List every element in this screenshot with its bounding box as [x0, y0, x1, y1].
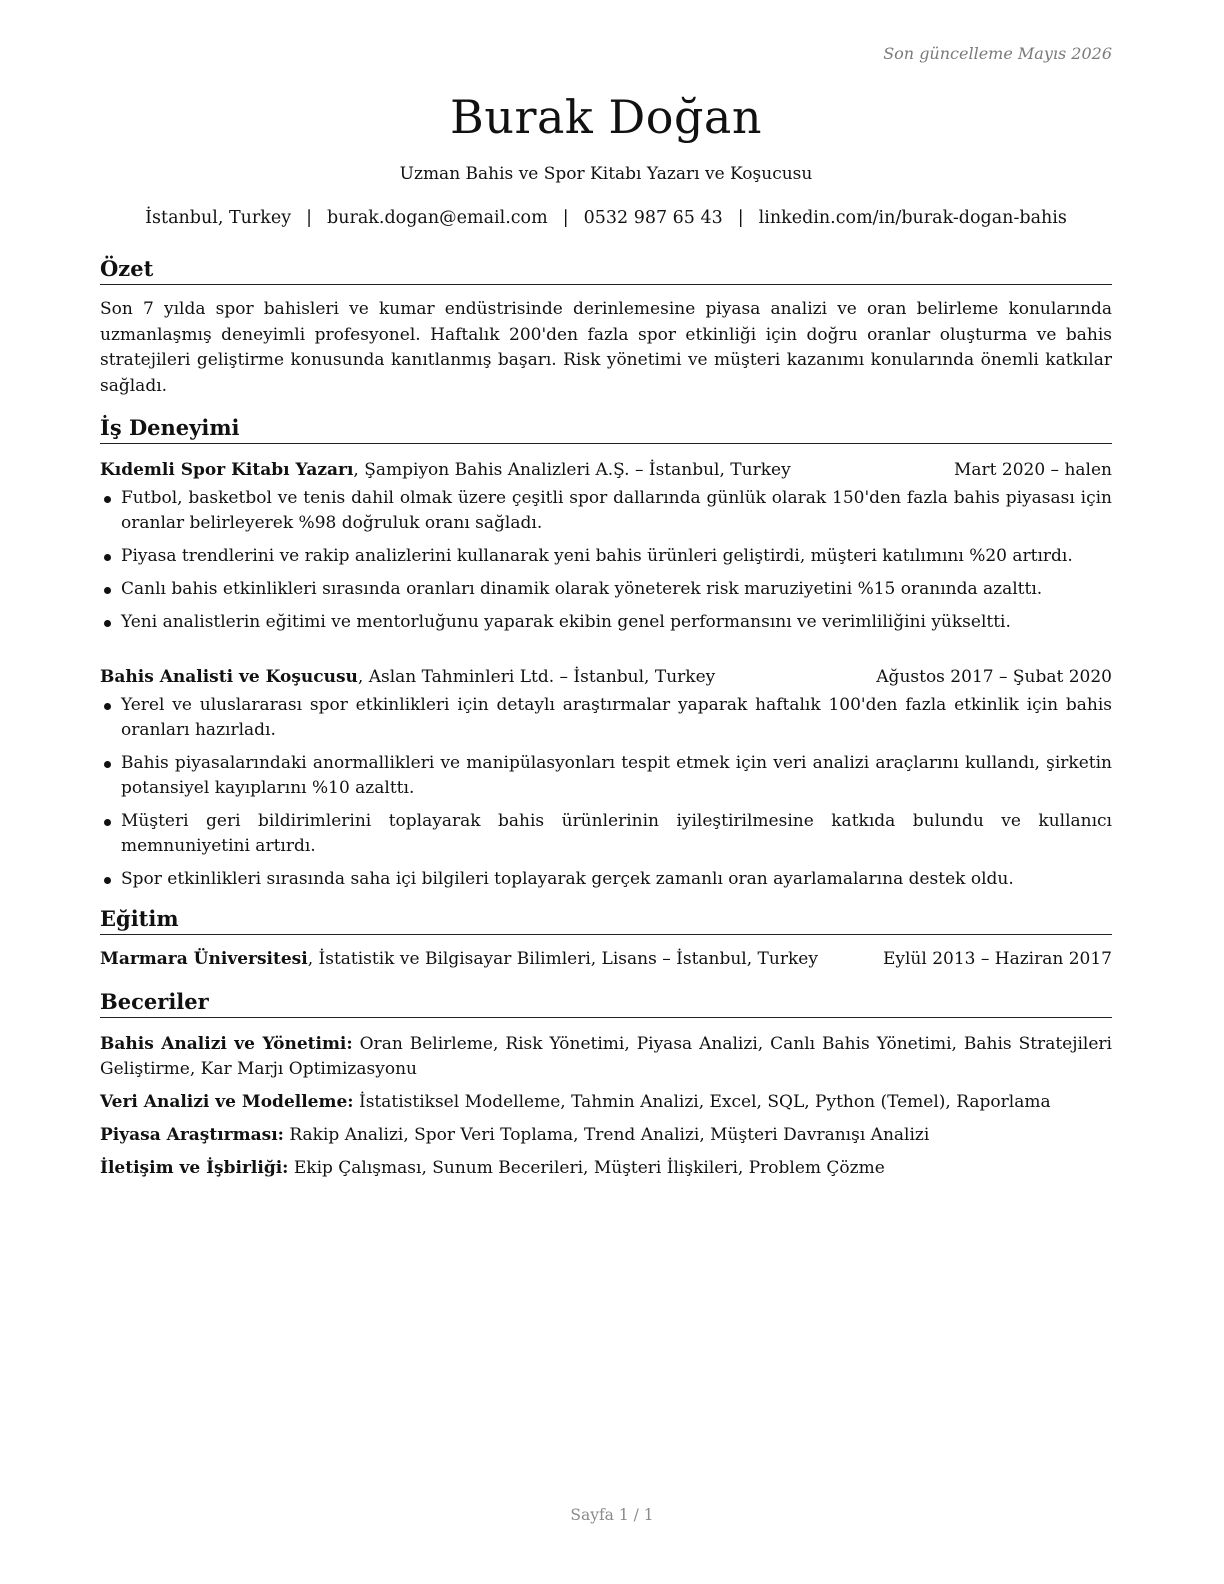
- job-bullet: Bahis piyasalarındaki anormallikleri ve manipülasyonları tespit etmek için veri analizi araçlarını kullandı, şirketin potansiyel kayıplarını %10 azalttı.: [100, 751, 1112, 801]
- contact-separator: |: [562, 208, 569, 228]
- experience-heading: İş Deneyimi: [100, 415, 1112, 444]
- education-school: Marmara Üniversitesi: [100, 949, 308, 969]
- skill-row: [100, 1156, 1112, 1181]
- summary-section: [100, 256, 1112, 399]
- education-section: [100, 906, 1112, 971]
- education-dates: Eylül 2013 – Haziran 2017: [882, 949, 1112, 969]
- contact-separator: |: [306, 208, 313, 228]
- skill-value: İstatistiksel Modelleme, Tahmin Analizi, Excel, SQL, Python (Temel), Raporlama: [353, 1092, 1051, 1112]
- job-title-line: [100, 665, 715, 689]
- skill-label: İletişim ve İşbirliği:: [100, 1158, 289, 1178]
- skill-value: Ekip Çalışması, Sunum Becerileri, Müşteri İlişkileri, Problem Çözme: [288, 1158, 885, 1178]
- candidate-title: Uzman Bahis ve Spor Kitabı Yazarı ve Koşucusu: [399, 164, 813, 184]
- education-entry: [100, 947, 1112, 971]
- job-dates: Ağustos 2017 – Şubat 2020: [876, 667, 1112, 687]
- education-line: [100, 947, 818, 971]
- skills-heading: Beceriler: [100, 989, 1112, 1018]
- contact-linkedin[interactable]: linkedin.com/in/burak-dogan-bahis: [758, 208, 1067, 228]
- job-entry: [100, 665, 1112, 892]
- job-bullet: Spor etkinlikleri sırasında saha içi bilgileri toplayarak gerçek zamanlı oran ayarlamalarına destek oldu.: [100, 867, 1112, 892]
- skill-value: Oran Belirleme, Risk Yönetimi, Piyasa Analizi, Canlı Bahis Yönetimi, Bahis Stratejileri Geliştirme, Kar Marjı Optimizasyonu: [100, 1034, 1112, 1079]
- job-bullet: Müşteri geri bildirimlerini toplayarak bahis ürünlerinin iyileştirilmesine katkıda bulundu ve kullanıcı memnuniyetini artırdı.: [100, 809, 1112, 859]
- job-company: , Şampiyon Bahis Analizleri A.Ş. – İstanbul, Turkey: [353, 460, 791, 480]
- job-bullet: Canlı bahis etkinlikleri sırasında oranları dinamik olarak yöneterek risk maruziyetini %15 oranında azalttı.: [100, 577, 1112, 602]
- job-title-line: [100, 458, 791, 482]
- skill-value: Rakip Analizi, Spor Veri Toplama, Trend Analizi, Müşteri Davranışı Analizi: [283, 1125, 930, 1145]
- job-header: [100, 665, 1112, 689]
- job-dates: Mart 2020 – halen: [953, 460, 1112, 480]
- job-bullet: Yerel ve uluslararası spor etkinlikleri için detaylı araştırmalar yaparak haftalık 100'den fazla etkinlik için bahis oranları hazırladı.: [100, 693, 1112, 743]
- contact-line: [100, 208, 1112, 228]
- skills-list: [100, 1032, 1112, 1181]
- job-role: Kıdemli Spor Kitabı Yazarı: [100, 460, 354, 480]
- skill-label: Bahis Analizi ve Yönetimi:: [100, 1034, 353, 1054]
- summary-heading: Özet: [100, 256, 1112, 285]
- job-entry: [100, 458, 1112, 635]
- contact-email[interactable]: burak.dogan@email.com: [327, 208, 548, 228]
- job-bullets: [100, 693, 1112, 892]
- candidate-name: Burak Doğan: [450, 90, 762, 144]
- contact-separator: |: [737, 208, 744, 228]
- job-bullets: [100, 486, 1112, 635]
- last-updated: Son güncelleme Mayıs 2026: [883, 44, 1112, 63]
- job-bullet: Futbol, basketbol ve tenis dahil olmak üzere çeşitli spor dallarında günlük olarak 150'den fazla bahis piyasası için oranlar belirleyerek %98 doğruluk oranı sağladı.: [100, 486, 1112, 536]
- education-details: , İstatistik ve Bilgisayar Bilimleri, Lisans – İstanbul, Turkey: [307, 949, 818, 969]
- skills-section: [100, 989, 1112, 1181]
- experience-section: [100, 415, 1112, 892]
- skill-row: [100, 1090, 1112, 1115]
- page-number: Sayfa 1 / 1: [570, 1506, 654, 1524]
- job-role: Bahis Analisti ve Koşucusu: [100, 667, 358, 687]
- skill-label: Piyasa Araştırması:: [100, 1125, 284, 1145]
- contact-location: İstanbul, Turkey: [145, 208, 292, 228]
- job-company: , Aslan Tahminleri Ltd. – İstanbul, Turkey: [357, 667, 716, 687]
- job-bullet: Piyasa trendlerini ve rakip analizlerini kullanarak yeni bahis ürünleri geliştirdi, müşteri katılımını %20 artırdı.: [100, 544, 1112, 569]
- skill-label: Veri Analizi ve Modelleme:: [100, 1092, 354, 1112]
- contact-phone: 0532 987 65 43: [583, 208, 723, 228]
- education-heading: Eğitim: [100, 906, 1112, 935]
- skill-row: [100, 1123, 1112, 1148]
- job-header: [100, 458, 1112, 482]
- skill-row: [100, 1032, 1112, 1082]
- summary-text: Son 7 yılda spor bahisleri ve kumar endüstrisinde derinlemesine piyasa analizi ve oran belirleme konularında uzmanlaşmış deneyimli profesyonel. Haftalık 200'den fazla spor etkinliği için doğru oranlar oluşturma ve bahis stratejileri geliştirme konusunda kanıtlanmış başarı. Risk yönetimi ve müşteri kazanımı konularında önemli katkılar sağladı.: [100, 299, 1112, 396]
- job-bullet: Yeni analistlerin eğitimi ve mentorluğunu yaparak ekibin genel performansını ve verimliliğini yükseltti.: [100, 610, 1112, 635]
